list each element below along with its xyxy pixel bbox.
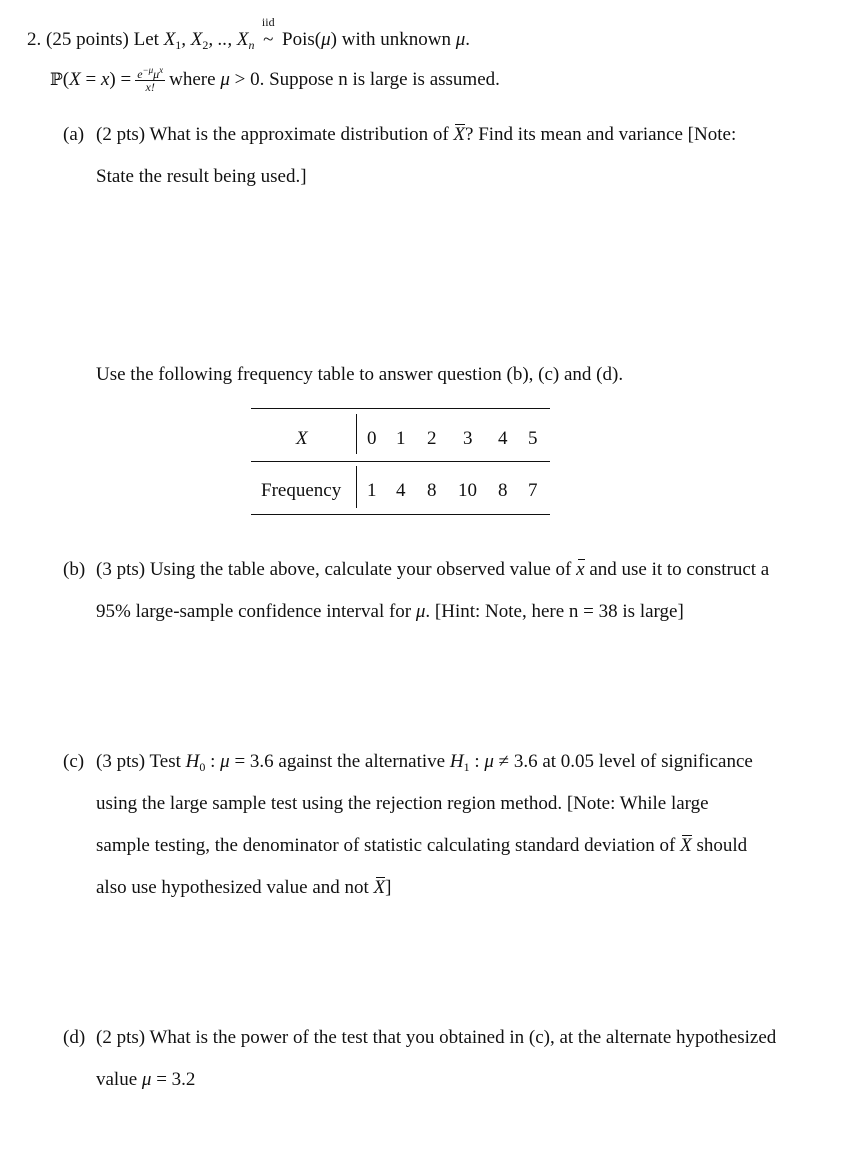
part-c-line2: using the large sample test using the rejection region method. [Note: While large	[96, 793, 709, 814]
pmf-line	[50, 65, 500, 95]
part-a-line1: (2 pts) What is the approximate distribution of X? Find its mean and variance [Note:	[96, 124, 737, 145]
table-x-value: 4	[498, 428, 508, 449]
part-b-label: (b)	[63, 559, 86, 580]
question-number: 2.	[27, 29, 42, 50]
table-frequency-value: 4	[396, 480, 406, 501]
part-d-label: (d)	[63, 1027, 86, 1048]
table-divider-bottom	[356, 466, 357, 508]
part-a-label: (a)	[63, 124, 85, 145]
table-frequency-value: 8	[427, 480, 437, 501]
part-c-line1: (3 pts) Test $H_0$ : μ = 3.6 against the alternative $H_1$ : μ ≠ 3.6 at 0.05 level of significance	[96, 751, 753, 774]
frequency-table	[251, 408, 550, 515]
table-header-x: X	[296, 428, 308, 449]
let-text: Let	[133, 29, 159, 50]
pmf-denominator: x!	[145, 80, 155, 95]
distribution: Pois(μ)	[282, 29, 337, 50]
iid-symbol: iid ~	[261, 15, 275, 50]
part-a-line2: State the result being used.]	[96, 166, 307, 187]
pmf-fraction	[135, 65, 165, 95]
table-bottom-rule	[251, 514, 550, 515]
table-header-frequency: Frequency	[261, 480, 342, 501]
pmf-numerator: $e^{-\mu}\mu^x$	[137, 65, 164, 82]
table-frequency-value: 7	[528, 480, 538, 501]
table-divider-top	[356, 414, 357, 454]
part-c-line4: also use hypothesized value and not X]	[96, 877, 392, 898]
table-mid-rule	[251, 461, 550, 462]
table-x-value: 1	[396, 428, 406, 449]
question-points: (25 points)	[46, 29, 129, 50]
part-b-line1: (3 pts) Using the table above, calculate your observed value of x and use it to construct a	[96, 559, 770, 580]
table-top-rule	[251, 408, 550, 409]
part-d-line1: (2 pts) What is the power of the test that you obtained in (c), at the alternate hypothesized	[96, 1027, 777, 1048]
random-variables: $X_1$, $X_2$, .., $X_n$	[163, 29, 255, 52]
table-x-value: 0	[367, 428, 377, 449]
table-x-value: 3	[463, 428, 473, 449]
table-frequency-value: 8	[498, 480, 508, 501]
part-d-line2: value μ = 3.2	[96, 1069, 196, 1090]
part-c-label: (c)	[63, 751, 85, 772]
pmf-condition: where μ > 0. Suppose n is large is assumed.	[169, 69, 500, 90]
table-intro: Use the following frequency table to answer question (b), (c) and (d).	[96, 364, 624, 385]
unknown-text: with unknown μ.	[341, 29, 471, 50]
part-b-line2: 95% large-sample confidence interval for μ. [Hint: Note, here n = 38 is large]	[96, 601, 684, 622]
table-frequency-value: 10	[458, 480, 477, 501]
table-x-value: 5	[528, 428, 538, 449]
question-header	[27, 15, 471, 52]
table-frequency-value: 1	[367, 480, 377, 501]
part-c-line3: sample testing, the denominator of statistic calculating standard deviation of X should	[96, 835, 748, 856]
table-x-value: 2	[427, 428, 437, 449]
pmf-lhs: ℙ(X = x) =	[50, 69, 132, 90]
